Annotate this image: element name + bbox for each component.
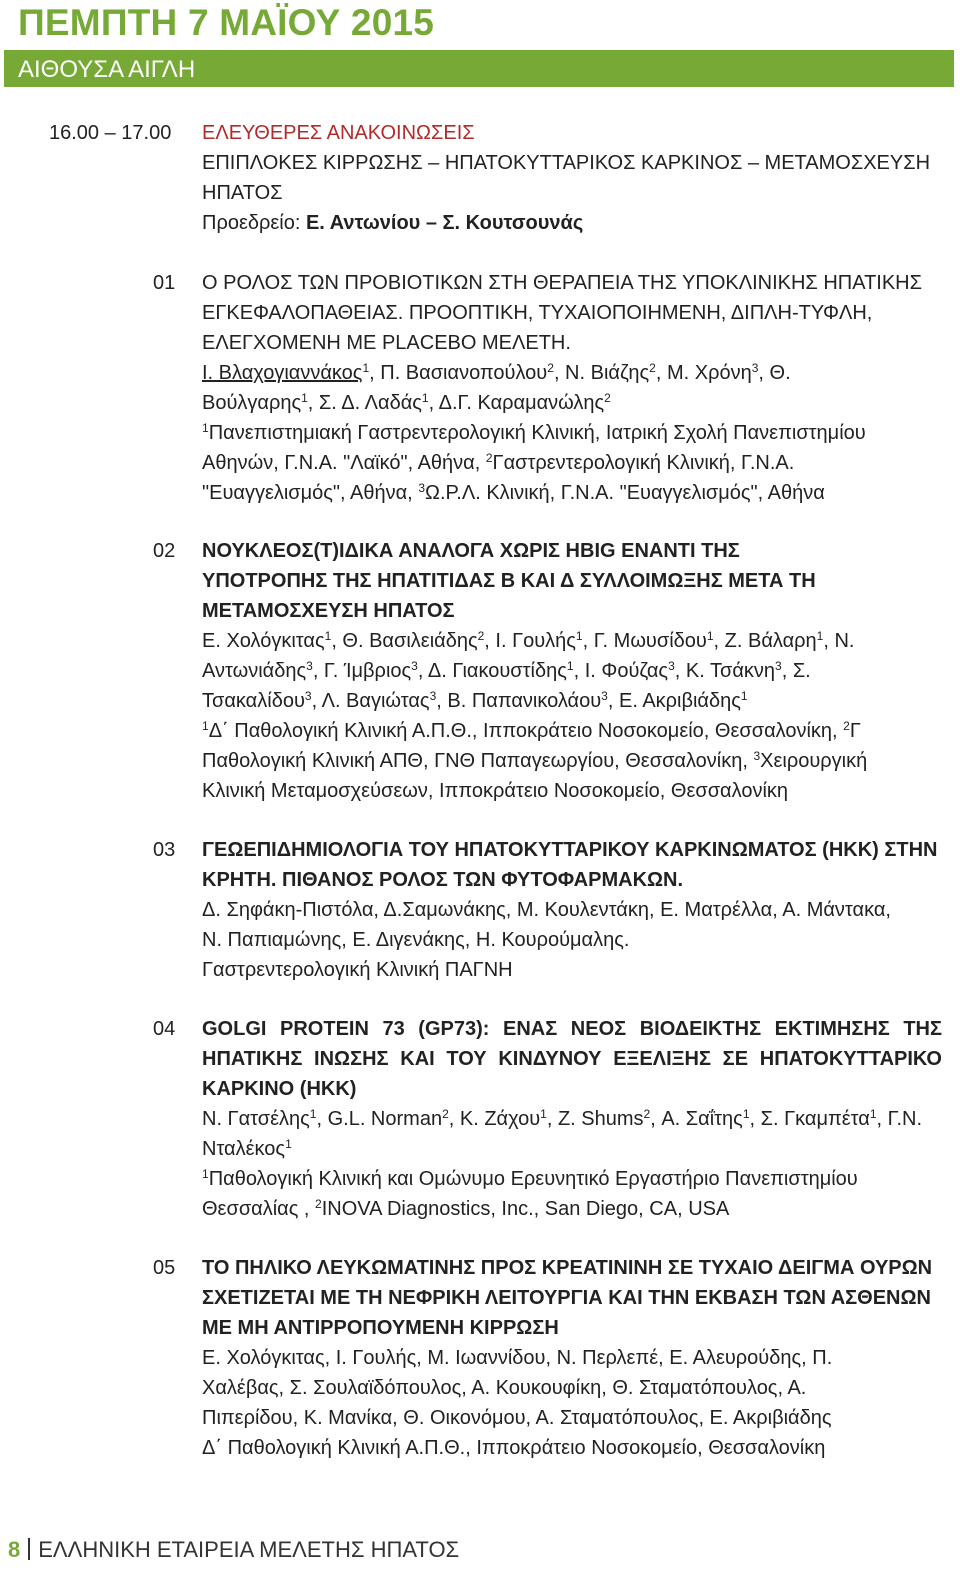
paper-number: 02 bbox=[153, 540, 176, 562]
paper-authors: Χαλέβας, Σ. Σουλαϊδόπουλος, Α. Κουκουφίκη, Θ. Σταματόπουλος, Α. bbox=[202, 1377, 807, 1399]
paper-affiliation: $^1$Πανεπιστημιακή Γαστρεντερολογική Κλινική, Ιατρική Σχολή Πανεπιστημίου bbox=[202, 421, 866, 444]
paper-authors: Αντωνιάδης$^3$, Γ. Ίμβριος$^3$, Δ. Γιακουστίδης$^1$, Ι. Φούζας$^3$, Κ. Τσάκνη$^3$, Σ. bbox=[202, 659, 811, 682]
paper-authors: Ν. Παπιαμώνης, Ε. Διγενάκης, Η. Κουρούμαλης. bbox=[202, 929, 630, 951]
paper-affiliation: Κλινική Μεταμοσχεύσεων, Ιπποκράτειο Νοσοκομείο, Θεσσαλονίκη bbox=[202, 780, 789, 802]
hall-name: ΑΙΘΟΥΣΑ ΑΙΓΛΗ bbox=[18, 56, 196, 83]
session-title-line: ΗΠΑΤΟΣ bbox=[202, 182, 283, 204]
paper-title-line: ΤΟ ΠΗΛΙΚΟ ΛΕΥΚΩΜΑΤΙΝΗΣ ΠΡΟΣ ΚΡΕΑΤΙΝΙΝΗ ΣΕ ΤΥΧΑΙΟ ΔΕΙΓΜΑ ΟΥΡΩΝ bbox=[202, 1257, 933, 1279]
paper-title-line: ΕΛΕΓΧΟΜΕΝΗ ΜΕ PLACEBO ΜΕΛΕΤΗ. bbox=[202, 332, 571, 354]
paper-authors: Νταλέκος$^1$ bbox=[202, 1137, 292, 1160]
paper-affiliation: "Ευαγγελισμός", Αθήνα, $^3$Ω.Ρ.Λ. Κλινική, Γ.Ν.Α. "Ευαγγελισμός", Αθήνα bbox=[202, 481, 825, 504]
paper-title-line: ΕΓΚΕΦΑΛΟΠΑΘΕΙΑΣ. ΠΡΟΟΠΤΙΚΗ, ΤΥΧΑΙΟΠΟΙΗΜΕΝΗ, ΔΙΠΛΗ-ΤΥΦΛΗ, bbox=[202, 302, 873, 324]
paper-title-line: GOLGI PROTEIN 73 (GP73): ΕΝΑΣ ΝΕΟΣ ΒΙΟΔΕΙΚΤΗΣ ΕΚΤΙΜΗΣΗΣ ΤΗΣ bbox=[202, 1018, 942, 1040]
day-title: ΠΕΜΠΤΗ 7 ΜΑΪΟΥ 2015 bbox=[18, 2, 435, 43]
paper-authors: Τσακαλίδου$^3$, Λ. Βαγιώτας$^3$, Β. Παπανικολάου$^3$, Ε. Ακριβιάδης$^1$ bbox=[202, 689, 748, 712]
session-title-line: ΕΠΙΠΛΟΚΕΣ ΚΙΡΡΩΣΗΣ – ΗΠΑΤΟΚΥΤΤΑΡΙΚΟΣ ΚΑΡΚΙΝΟΣ – ΜΕΤΑΜΟΣΧΕΥΣΗ bbox=[202, 152, 931, 174]
session-type: ΕΛΕΥΘΕΡΕΣ ΑΝΑΚΟΙΝΩΣΕΙΣ bbox=[202, 122, 475, 144]
paper-affiliation: $^1$Δ΄ Παθολογική Κλινική Α.Π.Θ., Ιπποκράτειο Νοσοκομείο, Θεσσαλονίκη, $^2$Γ bbox=[202, 719, 861, 742]
page-footer bbox=[8, 1537, 459, 1563]
paper-authors: Ε. Χολόγκιτας$^1$, Θ. Βασιλειάδης$^2$, Ι. Γουλής$^1$, Γ. Μωυσίδου$^1$, Ζ. Βάλαρη$^1$, Ν. bbox=[202, 629, 855, 652]
chairs-names: Ε. Αντωνίου – Σ. Κουτσουνάς bbox=[305, 212, 584, 234]
paper-title-line: ΚΑΡΚΙΝΟ (ΗΚΚ) bbox=[202, 1078, 357, 1100]
paper-title-line: ΥΠΟΤΡΟΠΗΣ ΤΗΣ ΗΠΑΤΙΤΙΔΑΣ Β ΚΑΙ Δ ΣΥΛΛΟΙΜΩΞΗΣ ΜΕΤΑ ΤΗ bbox=[202, 570, 816, 592]
paper-title-line: Ο ΡΟΛΟΣ ΤΩΝ ΠΡΟΒΙΟΤΙΚΩΝ ΣΤΗ ΘΕΡΑΠΕΙΑ ΤΗΣ ΥΠΟΚΛΙΝΙΚΗΣ ΗΠΑΤΙΚΗΣ bbox=[202, 272, 922, 294]
paper-authors: Βούλγαρης$^1$, Σ. Δ. Λαδάς$^1$, Δ.Γ. Καραμανώλης$^2$ bbox=[202, 391, 611, 414]
paper-title-line: ΚΡΗΤΗ. ΠΙΘΑΝΟΣ ΡΟΛΟΣ ΤΩΝ ΦΥΤΟΦΑΡΜΑΚΩΝ. bbox=[202, 869, 684, 891]
paper-title-line: ΜΕ ΜΗ ΑΝΤΙΡΡΟΠΟΥΜΕΝΗ ΚΙΡΡΩΣΗ bbox=[202, 1317, 559, 1339]
footer-separator bbox=[28, 1538, 30, 1560]
page-number: 8 bbox=[8, 1537, 21, 1562]
paper-number: 04 bbox=[153, 1018, 176, 1040]
paper-number: 05 bbox=[153, 1257, 176, 1279]
paper-title-line: ΣΧΕΤΙΖΕΤΑΙ ΜΕ ΤΗ ΝΕΦΡΙΚΗ ΛΕΙΤΟΥΡΓΙΑ ΚΑΙ ΤΗΝ ΕΚΒΑΣΗ ΤΩΝ ΑΣΘΕΝΩΝ bbox=[202, 1287, 931, 1309]
paper-authors: Ε. Χολόγκιτας, Ι. Γουλής, Μ. Ιωαννίδου, Ν. Περλεπέ, Ε. Αλευρούδης, Π. bbox=[202, 1347, 833, 1369]
paper-authors: Ι. Βλαχογιαννάκος$^1$, Π. Βασιανοπούλου$^2$, Ν. Βιάζης$^2$, Μ. Χρόνη$^3$, Θ. bbox=[202, 361, 791, 384]
paper-affiliation: $^1$Παθολογική Κλινική και Ομώνυμο Ερευνητικό Εργαστήριο Πανεπιστημίου bbox=[202, 1167, 858, 1190]
paper-affiliation: Αθηνών, Γ.Ν.Α. "Λαϊκό", Αθήνα, $^2$Γαστρεντερολογική Κλινική, Γ.Ν.Α. bbox=[202, 451, 795, 474]
paper-affiliation: Δ΄ Παθολογική Κλινική Α.Π.Θ., Ιπποκράτειο Νοσοκομείο, Θεσσαλονίκη bbox=[202, 1437, 826, 1459]
paper-title-line: ΓΕΩΕΠΙΔΗΜΙΟΛΟΓΙΑ ΤΟΥ ΗΠΑΤΟΚΥΤΤΑΡΙΚΟΥ ΚΑΡΚΙΝΩΜΑΤΟΣ (ΗΚΚ) ΣΤΗΝ bbox=[202, 839, 938, 861]
hall-bar bbox=[4, 50, 954, 87]
paper-affiliation: Παθολογική Κλινική ΑΠΘ, ΓΝΘ Παπαγεωργίου, Θεσσαλονίκη, $^3$Χειρουργική bbox=[202, 749, 868, 772]
paper-authors: Ν. Γατσέλης$^1$, G.L. Norman$^2$, Κ. Ζάχου$^1$, Z. Shums$^2$, Α. Σαΐτης$^1$, Σ. Γκαμπέτα$^1$, Γ.Ν. bbox=[202, 1107, 923, 1130]
session-chairs bbox=[202, 208, 942, 238]
paper-number: 01 bbox=[153, 272, 176, 294]
society-name: ΕΛΛΗΝΙΚΗ ΕΤΑΙΡΕΙΑ ΜΕΛΕΤΗΣ ΗΠΑΤΟΣ bbox=[38, 1537, 460, 1562]
paper-authors: Πιπερίδου, Κ. Μανίκα, Θ. Οικονόμου, Α. Σταματόπουλος, Ε. Ακριβιάδης bbox=[202, 1407, 832, 1429]
paper-number: 03 bbox=[153, 839, 176, 861]
paper-title-line: ΜΕΤΑΜΟΣΧΕΥΣΗ ΗΠΑΤΟΣ bbox=[202, 600, 455, 622]
paper-affiliation: Γαστρεντερολογική Κλινική ΠΑΓΝΗ bbox=[202, 959, 513, 981]
chairs-label: Προεδρείο: bbox=[202, 212, 306, 234]
paper-authors: Δ. Σηφάκη-Πιστόλα, Δ.Σαμωνάκης, Μ. Κουλεντάκη, Ε. Ματρέλλα, Α. Μάντακα, bbox=[202, 899, 891, 921]
session-time: 16.00 – 17.00 bbox=[49, 122, 172, 144]
paper-affiliation: Θεσσαλίας , $^2$INOVA Diagnostics, Inc., San Diego, CA, USA bbox=[202, 1197, 730, 1220]
paper-title-line: ΗΠΑΤΙΚΗΣ ΙΝΩΣΗΣ ΚΑΙ ΤΟΥ ΚΙΝΔΥΝΟΥ ΕΞΕΛΙΞΗΣ ΣΕ ΗΠΑΤΟΚΥΤΤΑΡΙΚΟ bbox=[202, 1048, 942, 1070]
paper-title-line: ΝΟΥΚΛΕΟΣ(Τ)ΙΔΙΚΑ ΑΝΑΛΟΓΑ ΧΩΡΙΣ HBIG ΕΝΑΝΤΙ ΤΗΣ bbox=[202, 540, 740, 562]
